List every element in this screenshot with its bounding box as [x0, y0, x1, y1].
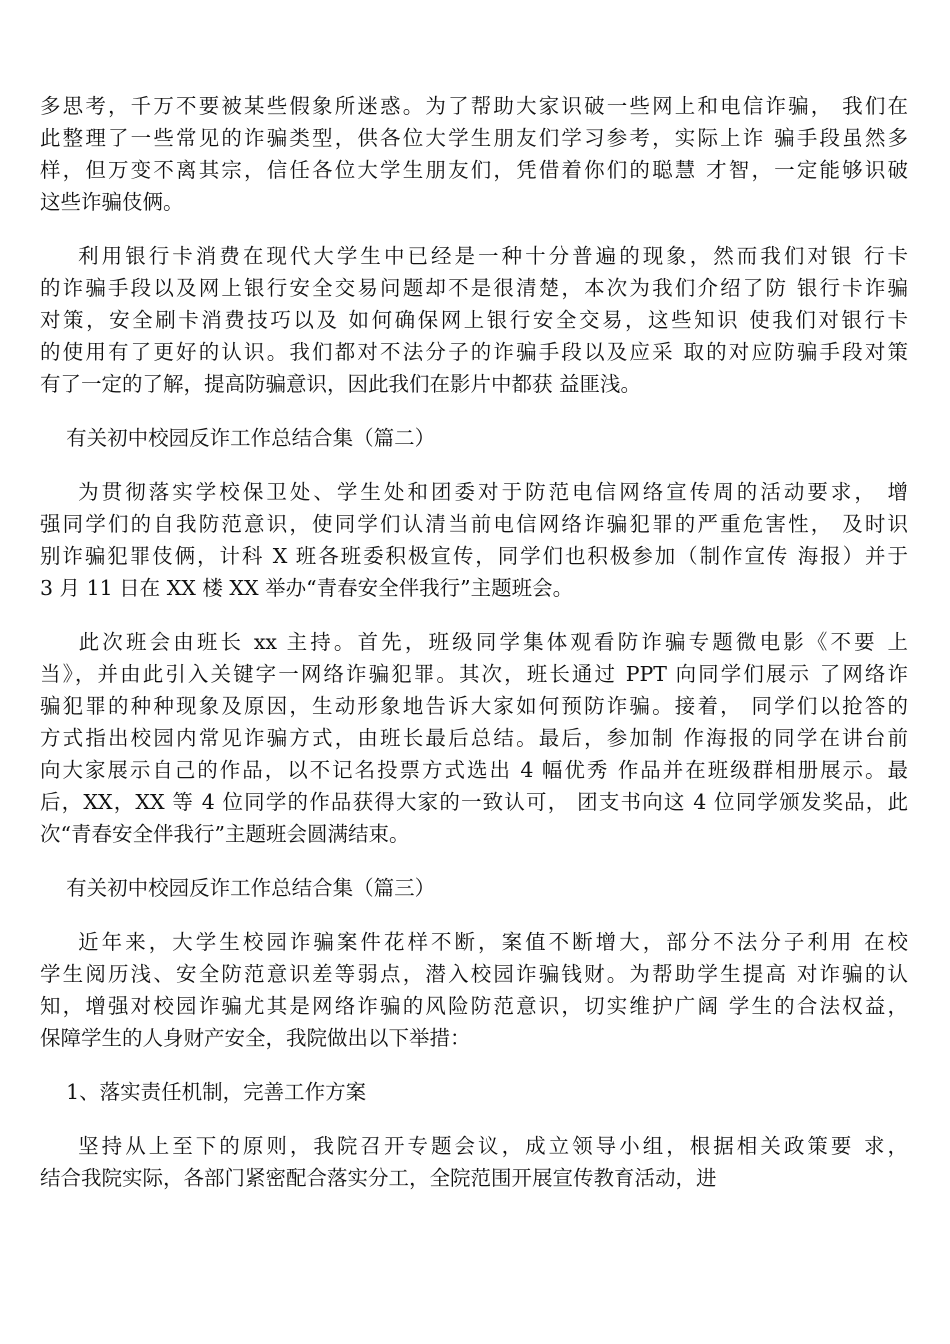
text-line: 保障学生的人身财产安全，我院做出以下举措：	[40, 1026, 471, 1050]
text-line: 强同学们的自我防范意识，使同学们认清当前电信网络诈骗犯罪的严重危害性， 及时识	[40, 512, 908, 536]
text-line: 学生阅历浅、安全防范意识差等弱点，潜入校园诈骗钱财。为帮助学生提高 对诈骗的认	[40, 962, 908, 986]
text-line: 3 月 11 日在 XX 楼 XX 举办“青春安全伴我行”主题班会。	[40, 576, 574, 600]
text-line: 次“青春安全伴我行”主题班会圆满结束。	[40, 822, 410, 846]
section-heading: 有关初中校园反诈工作总结合集（篇三）	[40, 876, 436, 900]
text-line: 的诈骗手段以及网上银行安全交易问题却不是很清楚，本次为我们介绍了防 银行卡诈骗	[40, 276, 908, 300]
text-line: 对策，安全刷卡消费技巧以及 如何确保网上银行安全交易，这些知识 使我们对银行卡	[40, 308, 908, 332]
text-line: 后，XX，XX 等 4 位同学的作品获得大家的一致认可， 团支书向这 4 位同学颁发奖品，此	[40, 790, 908, 814]
text-line: 利用银行卡消费在现代大学生中已经是一种十分普遍的现象，然而我们对银 行卡	[40, 244, 908, 268]
text-line: 别诈骗犯罪伎俩，计科 X 班各班委积极宣传，同学们也积极参加（制作宣传 海报）并于	[40, 544, 908, 568]
text-line: 当》，并由此引入关键字一网络诈骗犯罪。其次，班长通过 PPT 向同学们展示 了网络诈	[40, 662, 908, 686]
text-line: 向大家展示自己的作品，以不记名投票方式选出 4 幅优秀 作品并在班级群相册展示。最	[40, 758, 908, 782]
text-line: 坚持从上至下的原则，我院召开专题会议，成立领导小组，根据相关政策要 求，	[40, 1134, 908, 1158]
text-line: 此整理了一些常见的诈骗类型，供各位大学生朋友们学习参考，实际上诈 骗手段虽然多	[40, 126, 908, 150]
section-heading: 有关初中校园反诈工作总结合集（篇二）	[40, 426, 436, 450]
text-line: 结合我院实际，各部门紧密配合落实分工，全院范围开展宣传教育活动，进	[40, 1166, 717, 1190]
text-line: 有了一定的了解，提高防骗意识，因此我们在影片中都获 益匪浅。	[40, 372, 642, 396]
list-item-heading: 1、落实责任机制，完善工作方案	[40, 1080, 367, 1104]
text-line: 样，但万变不离其宗，信任各位大学生朋友们，凭借着你们的聪慧 才智，一定能够识破	[40, 158, 908, 182]
text-line: 此次班会由班长 xx 主持。首先，班级同学集体观看防诈骗专题微电影《不要 上	[40, 630, 908, 654]
text-line: 为贯彻落实学校保卫处、学生处和团委对于防范电信网络宣传周的活动要求， 增	[40, 480, 908, 504]
text-line: 骗犯罪的种种现象及原因，生动形象地告诉大家如何预防诈骗。接着， 同学们以抢答的	[40, 694, 908, 718]
text-line: 方式指出校园内常见诈骗方式，由班长最后总结。最后，参加制 作海报的同学在讲台前	[40, 726, 908, 750]
text-line: 这些诈骗伎俩。	[40, 190, 184, 214]
text-line: 近年来，大学生校园诈骗案件花样不断，案值不断增大，部分不法分子利用 在校	[40, 930, 908, 954]
text-line: 知，增强对校园诈骗尤其是网络诈骗的风险防范意识，切实维护广阔 学生的合法权益，	[40, 994, 908, 1018]
text-line: 多思考，千万不要被某些假象所迷惑。为了帮助大家识破一些网上和电信诈骗， 我们在	[40, 94, 908, 118]
text-line: 的使用有了更好的认识。我们都对不法分子的诈骗手段以及应采 取的对应防骗手段对策	[40, 340, 908, 364]
